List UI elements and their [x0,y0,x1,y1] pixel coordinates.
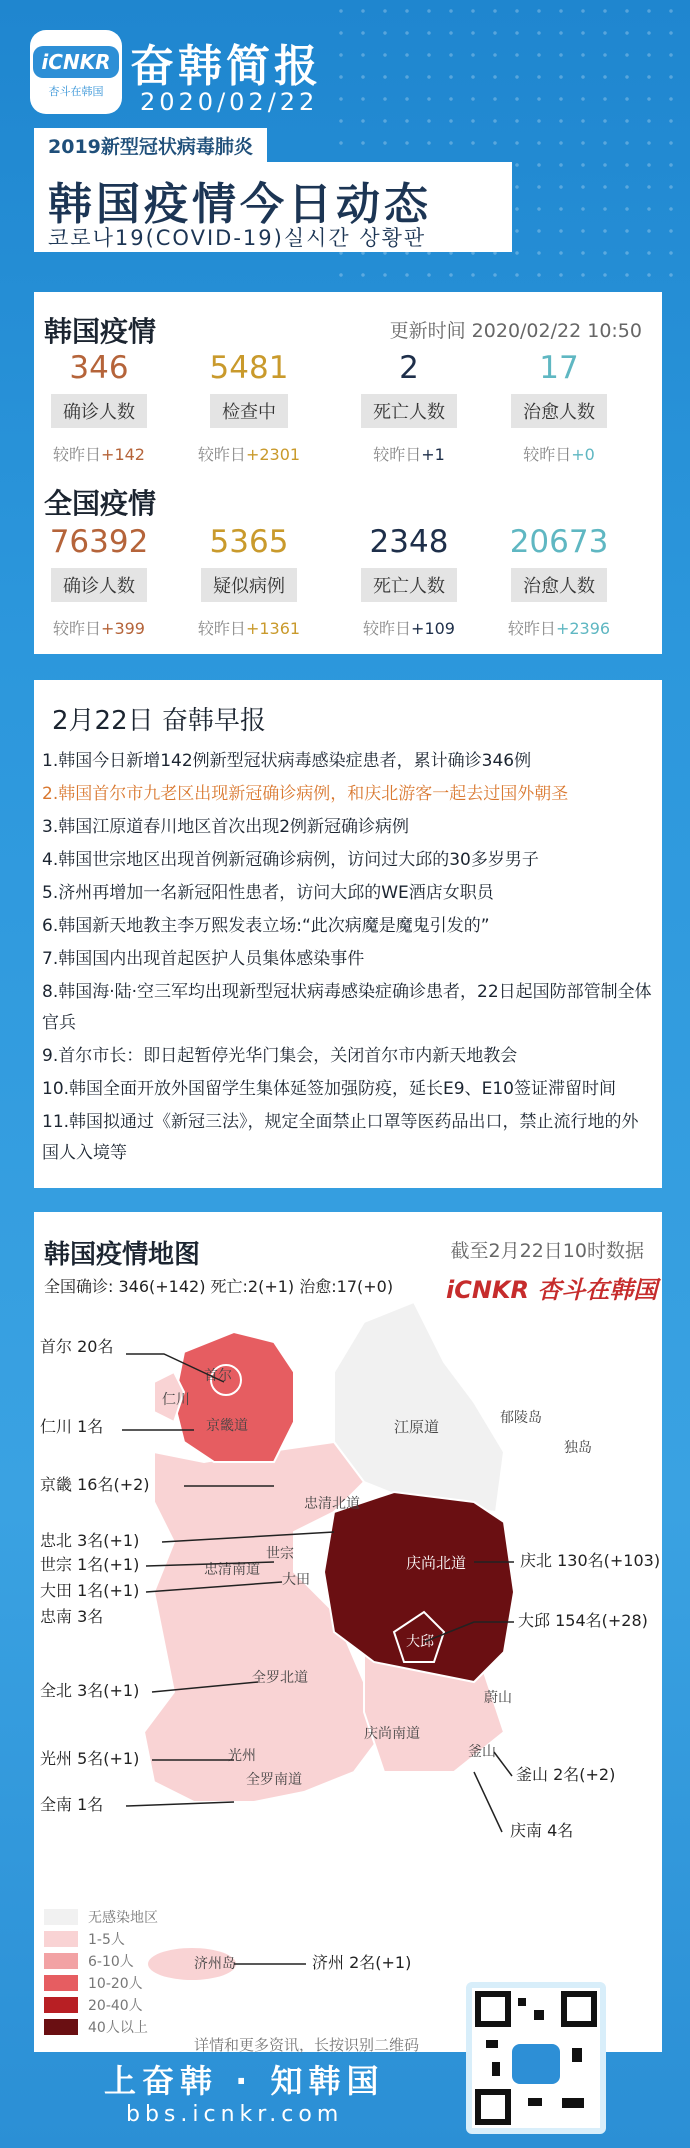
legend-label: 40人以上 [88,2020,148,2036]
stat-delta: 较昨日+1 [373,445,445,464]
legend-swatch [44,1975,78,1991]
label-seoul: 首尔 [204,1368,232,1384]
news-item[interactable]: 11.韩国拟通过《新冠三法》，规定全面禁止口罩等医药品出口，禁止流行地的外国人入境等 [42,1112,639,1163]
china-section-title: 全国疫情 [44,487,157,520]
callout-chungbuk: 忠北 3名(+1) [40,1531,140,1550]
stat-delta: 较昨日+109 [363,619,455,638]
legend-swatch [44,1953,78,1969]
korea-stat-1 [184,350,314,465]
news-item[interactable]: 3.韩国江原道春川地区首次出现2例新冠确诊病例 [42,817,410,837]
news-item[interactable]: 2.韩国首尔市九老区出现新冠确诊病例，和庆北游客一起去过国外朝圣 [42,784,569,804]
label-daegu: 大邱 [406,1634,434,1650]
callout-gyeongbuk: 庆北 130名(+103) [520,1551,661,1570]
news-item[interactable]: 7.韩国国内出现首起医护人员集体感染事件 [42,949,365,969]
legend-swatch [44,2019,78,2035]
stat-value: 20673 [509,524,609,560]
label-chungnam: 忠清南道 [204,1562,260,1578]
callout-jeonnam: 全南 1名 [40,1795,104,1814]
stat-delta: 较昨日+142 [53,445,145,464]
label-ulleung: 郁陵岛 [500,1410,542,1426]
map-date: 截至2月22日10时数据 [450,1240,644,1262]
label-gyeongnam: 庆尚南道 [364,1726,420,1742]
stat-value: 346 [69,350,129,386]
news-item[interactable]: 8.韩国海·陆·空三军均出现新型冠状病毒感染症确诊患者，22日起国防部管制全体官兵 [42,982,652,1033]
legend-swatch [44,1997,78,2013]
map-summary: 全国确诊: 346(+142) 死亡:2(+1) 治愈:17(+0) [44,1277,394,1296]
stat-label: 确诊人数 [51,568,147,602]
legend-item [44,1950,158,1972]
qr-hint: 详情和更多资讯，长按识别二维码 [194,2036,420,2054]
china-stat-1 [184,524,314,639]
callout-seoul: 首尔 20名 [40,1337,114,1356]
brand-title: 奋韩简报 [130,41,322,92]
stat-label: 治愈人数 [511,394,607,428]
china-stat-2 [344,524,474,639]
stat-value: 17 [539,350,579,386]
news-list [42,746,654,1171]
legend-label: 1-5人 [88,1932,125,1948]
callout-sejong: 世宗 1名(+1) [40,1555,140,1574]
legend-item [44,1972,158,1994]
callout-busan: 釜山 2名(+2) [516,1765,616,1784]
news-item[interactable]: 6.韩国新天地教主李万熙发表立场:“此次病魔是魔鬼引发的” [42,916,490,936]
stat-value: 2 [399,350,419,386]
news-item[interactable]: 4.韩国世宗地区出现首例新冠确诊病例，访问过大邱的30多岁男子 [42,850,539,870]
stat-label: 检查中 [210,394,288,428]
stat-delta: 较昨日+0 [523,445,595,464]
label-gyeonggi: 京畿道 [206,1418,248,1434]
logo-text: iCNKR [33,46,118,78]
label-chungbuk: 忠清北道 [304,1496,360,1512]
legend-item [44,1928,158,1950]
label-gwangju: 光州 [228,1748,256,1764]
footer-url[interactable]: bbs.icnkr.com [126,2102,344,2127]
label-gangwon: 江原道 [394,1418,440,1436]
korea-stat-0 [34,350,164,465]
callout-gwangju: 光州 5名(+1) [40,1749,140,1768]
stat-label: 疑似病例 [201,568,297,602]
legend-label: 无感染地区 [88,1910,158,1926]
label-jeju: 济州岛 [194,1956,236,1972]
stat-delta: 较昨日+2396 [507,619,611,638]
app-logo [30,30,122,114]
stat-label: 死亡人数 [361,568,457,602]
label-gyeongbuk: 庆尚北道 [406,1554,467,1572]
map-card [34,1212,662,2052]
stat-value: 76392 [49,524,149,560]
map-legend [44,1906,158,2038]
stats-card [34,292,662,654]
stat-label: 治愈人数 [511,568,607,602]
topic-tag: 2019新型冠状病毒肺炎 [34,128,267,163]
label-busan: 釜山 [468,1744,496,1760]
legend-item [44,1906,158,1928]
stat-delta: 较昨日+1361 [197,619,301,638]
legend-item [44,1994,158,2016]
stat-value: 5481 [209,350,289,386]
footer-slogan: 上奋韩 · 知韩国 [104,2062,385,2100]
news-item[interactable]: 1.韩国今日新增142例新型冠状病毒感染症患者，累计确诊346例 [42,751,532,771]
page-subtitle: 코로나19(COVID-19)실시간 상황판 [48,226,427,250]
callout-jeju: 济州 2名(+1) [312,1953,412,1972]
stat-value: 2348 [369,524,449,560]
update-time: 更新时间 2020/02/22 10:50 [389,320,642,342]
stat-value: 5365 [209,524,289,560]
map-logo: iCNKR 杏斗在韩国 [446,1276,658,1304]
stat-delta: 较昨日+2301 [197,445,301,464]
callout-incheon: 仁川 1名 [40,1417,104,1436]
qr-pattern-icon [472,1988,600,2128]
news-item[interactable]: 10.韩国全面开放外国留学生集体延签加强防疫，延长E9、E10签证滞留时间 [42,1079,616,1099]
page-title: 韩国疫情今日动态 [48,179,432,230]
callout-daejeon: 大田 1名(+1) [40,1581,140,1600]
label-sejong: 世宗 [266,1546,294,1562]
news-card [34,680,662,1188]
legend-swatch [44,1931,78,1947]
label-ulsan: 蔚山 [484,1690,512,1706]
callout-gyeongnam: 庆南 4名 [510,1821,574,1840]
title-box [34,162,512,252]
china-stat-0 [34,524,164,639]
news-item[interactable]: 9.首尔市长：即日起暂停光华门集会，关闭首尔市内新天地教会 [42,1046,518,1066]
news-item[interactable]: 5.济州再增加一名新冠阳性患者，访问大邱的WE酒店女职员 [42,883,494,903]
callout-daegu: 大邱 154名(+28) [518,1611,648,1630]
legend-label: 6-10人 [88,1954,134,1970]
qr-code[interactable] [466,1982,606,2134]
korea-stat-3 [494,350,624,465]
callout-chungnam: 忠南 3名 [40,1607,104,1626]
label-jeonbuk: 全罗北道 [252,1670,308,1686]
korea-stat-2 [344,350,474,465]
korea-section-title: 韩国疫情 [44,315,157,348]
logo-sub: 杏斗在韩国 [48,84,104,98]
callout-jeonbuk: 全北 3名(+1) [40,1681,140,1700]
region-gyeonggi [174,1332,294,1462]
legend-label: 20-40人 [88,1998,143,2014]
label-daejeon: 大田 [282,1572,310,1588]
label-dokdo: 独岛 [564,1440,592,1456]
china-stat-3 [494,524,624,639]
legend-label: 10-20人 [88,1976,143,1992]
legend-item [44,2016,158,2038]
callout-gyeonggi: 京畿 16名(+2) [40,1475,150,1494]
map-title: 韩国疫情地图 [44,1240,201,1270]
stat-label: 死亡人数 [361,394,457,428]
label-jeonnam: 全罗南道 [246,1772,302,1788]
stat-delta: 较昨日+399 [53,619,145,638]
label-incheon: 仁川 [162,1392,190,1408]
header-date: 2020/02/22 [140,88,319,116]
stat-label: 确诊人数 [51,394,147,428]
news-title: 2月22日 奋韩早报 [52,706,266,736]
legend-swatch [44,1909,78,1925]
